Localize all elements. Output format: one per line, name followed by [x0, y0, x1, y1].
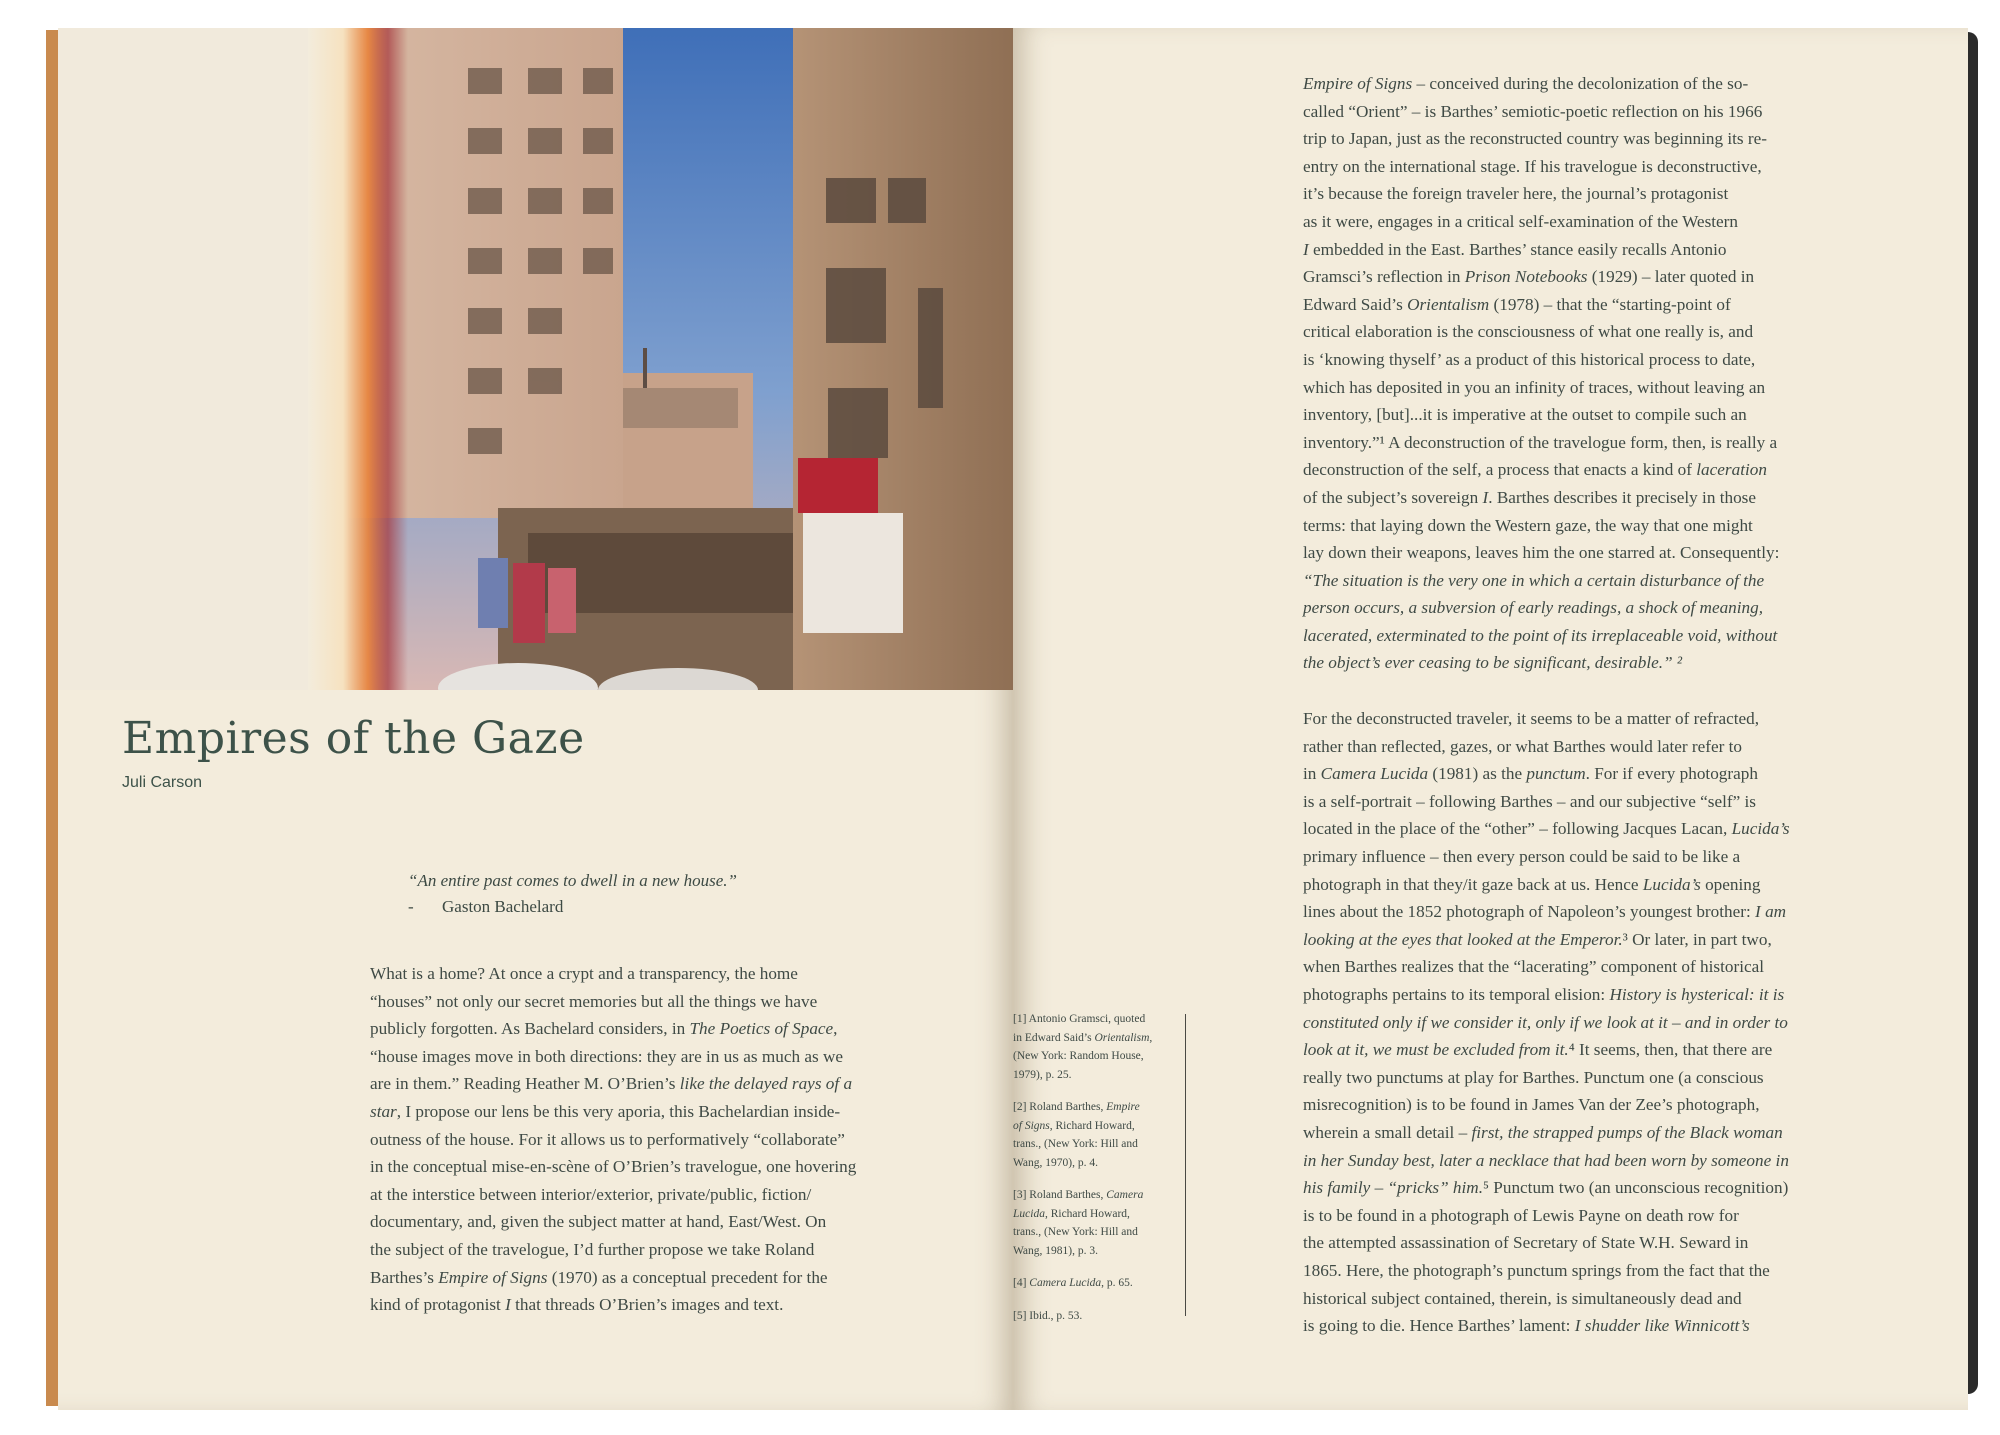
body-line [1303, 788, 1923, 816]
italic-run: Orientalism, [1094, 1031, 1153, 1044]
body-line [1303, 953, 1923, 981]
italic-run: the object’s ever ceasing to be significant, desirable.” ² [1303, 653, 1683, 673]
footnote-line [1013, 1047, 1173, 1066]
text-run: Barthes’s [370, 1267, 439, 1287]
text-run: 1979), p. 25. [1013, 1068, 1072, 1081]
text-run: trans., (New York: Hill and [1013, 1226, 1138, 1238]
text-run: that threads O’Brien’s images and text. [510, 1295, 784, 1315]
body-line [1303, 70, 1923, 98]
body-line [1303, 1202, 1923, 1230]
body-line [1303, 1285, 1923, 1313]
italic-run: his family – “pricks” him. [1303, 1178, 1483, 1198]
text-run: , Richard Howard, [1044, 1207, 1130, 1220]
footnote-5 [1013, 1307, 1173, 1326]
italic-run: Empire of Signs [1303, 74, 1413, 93]
body-line [1303, 125, 1923, 153]
italic-run: like the delayed rays of a [679, 1074, 853, 1094]
body-line [1303, 843, 1923, 871]
italic-run: look at it, we must be excluded from it. [1303, 1040, 1569, 1060]
epigraph-quote: “An entire past comes to dwell in a new house.” [408, 871, 737, 890]
text-run: embedded in the East. Barthes’ stance easily recalls Antonio [1308, 239, 1727, 259]
text-run: (1929) – later quoted in [1587, 267, 1755, 287]
body-line [1303, 456, 1923, 484]
text-run: at the interstice between interior/exterior, private/public, fiction/ [370, 1184, 812, 1204]
text-run: it’s because the foreign traveler here, the journal’s protagonist [1303, 184, 1729, 204]
text-run: kind of protagonist [370, 1295, 506, 1315]
body-line [370, 1070, 970, 1098]
body-line [1303, 401, 1923, 429]
body-line [1303, 1119, 1923, 1147]
footnote-line [1013, 1242, 1173, 1261]
italic-run: Camera Lucida [1029, 1277, 1102, 1289]
footnote-line [1013, 1186, 1173, 1205]
paragraph-gap [1303, 677, 1923, 705]
text-run: . Barthes describes it precisely in those [1488, 487, 1756, 507]
body-line [370, 960, 970, 988]
italic-run: first, the strapped pumps of the Black woman [1471, 1122, 1783, 1142]
body-line [1303, 1036, 1923, 1064]
body-line [1303, 512, 1923, 540]
text-run: in Edward Said’s [1013, 1031, 1095, 1044]
text-run: [3] Roland Barthes, [1013, 1189, 1107, 1201]
text-run: in [1303, 764, 1321, 784]
text-run: Wang, 1970), p. 4. [1013, 1156, 1098, 1169]
body-line [1303, 1009, 1923, 1037]
footnote-line [1013, 1205, 1173, 1224]
italic-run: of Signs [1013, 1119, 1050, 1132]
italic-run: Camera Lucida [1320, 764, 1429, 784]
footnote-4 [1013, 1274, 1173, 1293]
body-line [370, 1291, 970, 1319]
text-run: For the deconstructed traveler, it seems to be a matter of refracted, [1303, 709, 1760, 729]
epigraph-dash: - [408, 897, 414, 916]
body-line [1303, 567, 1923, 595]
italic-run: person occurs, a subversion of early readings, a shock of meaning, [1303, 598, 1764, 618]
body-line [370, 1126, 970, 1154]
text-run: , Richard Howard, [1049, 1119, 1135, 1132]
body-line [370, 1264, 970, 1292]
italic-run: Lucida’s [1731, 819, 1790, 839]
text-run: publicly forgotten. As Bachelard considers, in [370, 1019, 690, 1039]
body-line [1303, 760, 1923, 788]
text-run: located in the place of the “other” – following Jacques Lacan, [1303, 819, 1732, 839]
text-run: ⁴ It seems, then, that there are [1568, 1040, 1773, 1060]
footnotes [1013, 1010, 1173, 1339]
epigraph-attribution: Gaston Bachelard [442, 897, 564, 916]
body-line [1303, 1091, 1923, 1119]
text-run: historical subject contained, therein, is simultaneously dead and [1303, 1288, 1742, 1308]
text-run: , I propose our lens be this very aporia, this Bachelardian inside- [396, 1101, 841, 1121]
italic-run: Orientalism [1407, 294, 1490, 314]
text-run: , p. 65. [1101, 1277, 1133, 1289]
body-line [1303, 236, 1923, 264]
body-line [370, 1208, 970, 1236]
body-line [370, 1181, 970, 1209]
article-author: Juli Carson [122, 774, 203, 791]
italic-run: star [370, 1101, 397, 1121]
text-run: wherein a small detail – [1303, 1122, 1472, 1142]
text-run: is to be found in a photograph of Lewis Payne on death row for [1303, 1205, 1739, 1225]
italic-run: I [1303, 239, 1309, 259]
body-line [1303, 622, 1923, 650]
italic-run: Camera [1106, 1189, 1144, 1201]
text-run: is a self-portrait – following Barthes – and our subjective “self” is [1303, 791, 1756, 811]
text-run: “house images move in both directions: they are in us as much as we [370, 1046, 844, 1066]
italic-run: looking at the eyes that looked at the Emperor. [1303, 929, 1623, 949]
italic-run: punctum [1526, 764, 1586, 784]
body-line [1303, 1064, 1923, 1092]
text-run: deconstruction of the self, a process that enacts a kind of [1303, 460, 1697, 480]
text-run: the subject of the travelogue, I’d further propose we take Roland [370, 1239, 815, 1259]
body-line [370, 988, 970, 1016]
italic-run: History is hysterical: it is [1609, 985, 1785, 1004]
body-line [1303, 898, 1923, 926]
italic-run: Lucida’s [1642, 874, 1701, 894]
text-run: – conceived during the decolonization of the so- [1412, 74, 1749, 93]
text-run: “houses” not only our secret memories but all the things we have [370, 991, 818, 1011]
text-run: when Barthes realizes that the “lacerating” component of historical [1303, 957, 1765, 977]
text-run: inventory.”¹ A deconstruction of the travelogue form, then, is really a [1303, 432, 1778, 452]
body-line [1303, 815, 1923, 843]
left-page [58, 28, 1013, 1410]
body-line [1303, 1257, 1923, 1285]
body-line [370, 1098, 970, 1126]
text-run: What is a home? At once a crypt and a transparency, the home [370, 964, 798, 983]
text-run: inventory, [but]...it is imperative at the outset to compile such an [1303, 405, 1747, 425]
body-line [370, 1015, 970, 1043]
city-photograph [58, 28, 1013, 690]
text-run: outness of the house. For it allows us to performatively “collaborate” [370, 1129, 845, 1149]
body-line [1303, 539, 1923, 567]
text-run: [5] Ibid., p. 53. [1013, 1309, 1083, 1322]
text-run: trans., (New York: Hill and [1013, 1138, 1138, 1150]
body-line [1303, 153, 1923, 181]
text-run: (New York: Random House, [1013, 1050, 1144, 1062]
italic-run: in her Sunday best, later a necklace that had been worn by someone in [1303, 1150, 1789, 1170]
italic-run: Empire of Signs [438, 1267, 548, 1287]
footnote-line [1013, 1117, 1173, 1136]
body-line [1303, 263, 1923, 291]
footnote-line [1013, 1066, 1173, 1085]
italic-run: I am [1755, 902, 1787, 922]
text-run: ⁵ Punctum two (an unconscious recognition) [1483, 1178, 1789, 1198]
footnote-divider [1185, 1014, 1186, 1316]
body-line [370, 1153, 970, 1181]
text-run: is going to die. Hence Barthes’ lament: [1303, 1316, 1575, 1336]
text-run: primary influence – then every person could be said to be like a [1303, 847, 1741, 867]
text-run: as it were, engages in a critical self-examination of the Western [1303, 211, 1738, 231]
italic-run: Empire [1106, 1101, 1140, 1113]
text-run: , [833, 1019, 838, 1039]
body-text-right [1303, 70, 1923, 1340]
footnote-line [1013, 1154, 1173, 1173]
footnote-line [1013, 1010, 1173, 1029]
body-line [1303, 649, 1923, 677]
italic-run: constituted only if we consider it, only if we look at it – and in order to [1303, 1012, 1788, 1032]
body-line [1303, 705, 1923, 733]
text-run: entry on the international stage. If his travelogue is deconstructive, [1303, 156, 1762, 176]
body-line [1303, 429, 1923, 457]
text-run: trip to Japan, just as the reconstructed country was beginning its re- [1303, 129, 1767, 149]
italic-run: lacerated, exterminated to the point of its irreplaceable void, without [1303, 625, 1778, 645]
body-line [1303, 1312, 1923, 1340]
article-title: Empires of the Gaze [122, 713, 585, 764]
text-run: critical elaboration is the consciousness of what one really is, and [1303, 322, 1754, 342]
footnote-line [1013, 1135, 1173, 1154]
text-run: photograph in that they/it gaze back at us. Hence [1303, 874, 1643, 894]
body-line [1303, 180, 1923, 208]
italic-run: I [505, 1295, 511, 1315]
body-line [1303, 484, 1923, 512]
text-run: [1] Antonio Gramsci, quoted [1013, 1013, 1146, 1025]
footnote-line [1013, 1307, 1173, 1326]
italic-run: The Poetics of Space [689, 1019, 834, 1039]
text-run: rather than reflected, gazes, or what Barthes would later refer to [1303, 736, 1743, 756]
footnote-line [1013, 1223, 1173, 1242]
body-line [370, 1236, 970, 1264]
italic-run: laceration [1696, 460, 1767, 480]
text-run: misrecognition) is to be found in James Van der Zee’s photograph, [1303, 1095, 1760, 1115]
italic-run: “The situation is the very one in which a certain disturbance of the [1303, 570, 1765, 590]
text-run: (1970) as a conceptual precedent for the [547, 1267, 828, 1287]
body-line [1303, 98, 1923, 126]
text-run: lines about the 1852 photograph of Napoleon’s youngest brother: [1303, 902, 1756, 922]
text-run: called “Orient” – is Barthes’ semiotic-poetic reflection on his 1966 [1303, 101, 1763, 121]
body-line [1303, 374, 1923, 402]
footnote-line [1013, 1274, 1173, 1293]
footnote-2 [1013, 1098, 1173, 1172]
text-run: really two punctums at play for Barthes. Punctum one (a conscious [1303, 1067, 1764, 1087]
text-run: opening [1700, 874, 1761, 894]
text-run: [4] [1013, 1277, 1030, 1289]
text-run: Wang, 1981), p. 3. [1013, 1244, 1098, 1257]
body-line [1303, 1147, 1923, 1175]
body-line [1303, 926, 1923, 954]
italic-run: Prison Notebooks [1464, 267, 1588, 287]
body-line [1303, 733, 1923, 761]
text-run: in the conceptual mise-en-scène of O’Brien’s travelogue, one hovering [370, 1157, 857, 1177]
body-text-left [370, 960, 970, 1319]
italic-run: I [1482, 487, 1489, 507]
footnote-3 [1013, 1186, 1173, 1260]
text-run: (1978) – that the “starting-point of [1489, 294, 1731, 314]
text-run: documentary, and, given the subject matter at hand, East/West. On [370, 1212, 827, 1232]
text-run: of the subject’s sovereign [1303, 487, 1483, 507]
text-run: terms: that laying down the Western gaze, the way that one might [1303, 515, 1753, 535]
text-run: Edward Said’s [1303, 294, 1408, 314]
text-run: ³ Or later, in part two, [1622, 929, 1772, 949]
body-line [1303, 1229, 1923, 1257]
footnote-1 [1013, 1010, 1173, 1084]
text-run: [2] Roland Barthes, [1013, 1101, 1107, 1113]
body-line [1303, 346, 1923, 374]
right-page [1013, 28, 1968, 1410]
text-run: . For if every photograph [1585, 764, 1758, 784]
text-run: which has deposited in you an infinity of traces, without leaving an [1303, 377, 1766, 397]
text-run: are in them.” Reading Heather M. O’Brien’s [370, 1074, 680, 1094]
text-run: 1865. Here, the photograph’s punctum springs from the fact that the [1303, 1260, 1770, 1280]
text-run: Gramsci’s reflection in [1303, 267, 1465, 287]
body-line [1303, 318, 1923, 346]
epigraph [408, 871, 737, 917]
text-run: (1981) as the [1428, 764, 1527, 784]
text-run: lay down their weapons, leaves him the one starred at. Consequently: [1303, 543, 1780, 563]
body-line [1303, 981, 1923, 1009]
italic-run: Lucida [1013, 1207, 1045, 1220]
body-line [370, 1043, 970, 1071]
body-line [1303, 594, 1923, 622]
text-run: photographs pertains to its temporal elision: [1303, 985, 1610, 1004]
footnote-line [1013, 1029, 1173, 1048]
body-line [1303, 208, 1923, 236]
text-run: the attempted assassination of Secretary of State W.H. Seward in [1303, 1233, 1749, 1253]
italic-run: I shudder like Winnicott’s [1574, 1316, 1750, 1336]
footnote-line [1013, 1098, 1173, 1117]
body-line [1303, 1174, 1923, 1202]
body-line [1303, 291, 1923, 319]
text-run: is ‘knowing thyself’ as a product of this historical process to date, [1303, 349, 1756, 369]
body-line [1303, 871, 1923, 899]
